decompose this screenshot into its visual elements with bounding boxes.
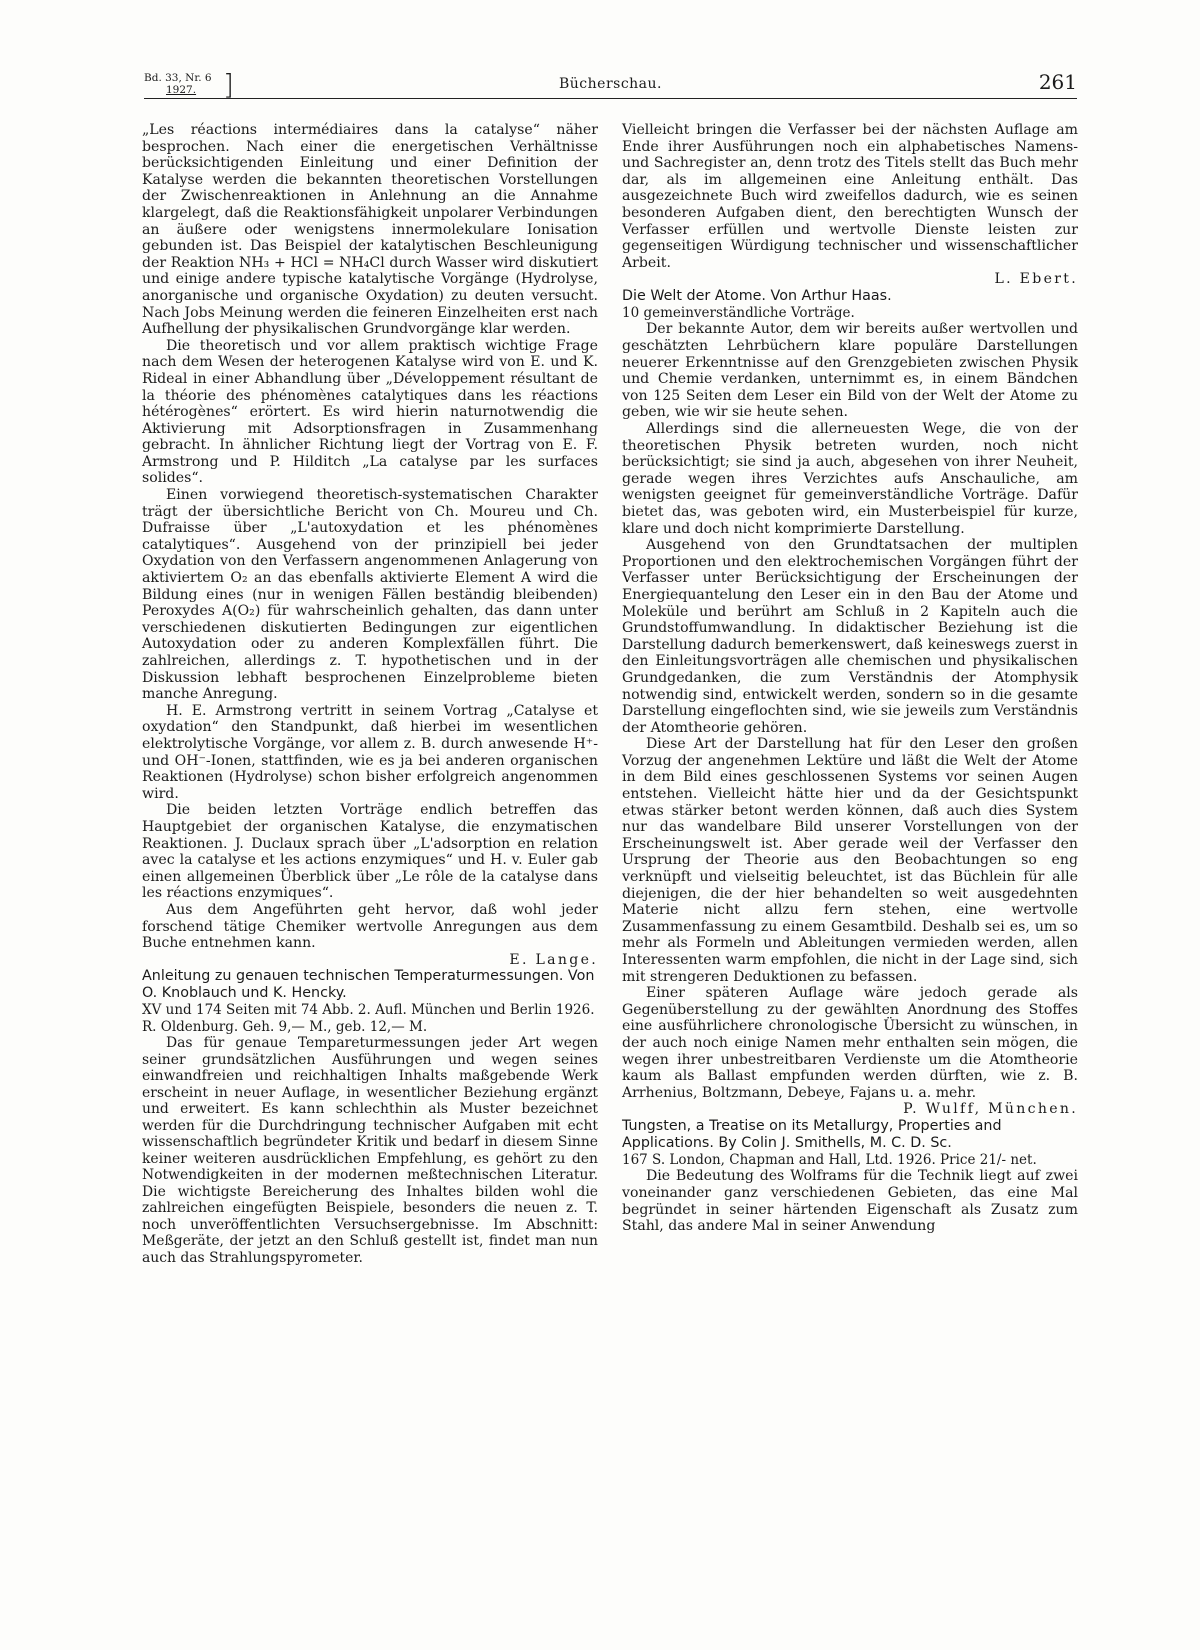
review3-paragraph-5: Einer späteren Auflage wäre jedoch gerade als Gegenüberstellung zu der gewählten Anordnung des Stoffes eine ausführlichere chronologische Übersicht zu wünschen, in der auch noch einige Namen mehr enthalten sein mögen, die wegen ihrer unbestreitbaren Verdienste um die Atomtheorie kaum als Ballast empfunden werden dürften, wie z. B. Arrhenius, Boltzmann, Debeye, Fajans u. a. mehr. xyxy=(622,985,1078,1101)
review1-signature: E. Lange. xyxy=(509,951,598,968)
review3-paragraph-1: Der bekannte Autor, dem wir bereits außer wertvollen und geschätzten Lehrbüchern klare populäre Darstellungen neuerer Erkenntnisse auf den Grenzgebieten zwischen Physik und Chemie verdanken, unternimmt es, in einem Bändchen von 125 Seiten dem Leser ein Bild von der Welt der Atome zu geben, wie wir sie heute sehen. xyxy=(622,321,1078,421)
volume-number: Bd. 33, Nr. 6 xyxy=(144,72,212,84)
bracket-glyph: ] xyxy=(223,68,234,101)
page-header xyxy=(144,62,1077,100)
volume-year: 1927. xyxy=(166,84,197,96)
review2-heading: Anleitung zu genauen technischen Temperaturmessungen. Von O. Knoblauch und K. Hencky. xyxy=(142,968,595,1002)
right-column xyxy=(622,122,1078,1235)
review1-paragraph-4: H. E. Armstrong vertritt in seinem Vortrag „Catalyse et oxydation“ den Standpunkt, daß hierbei im wesentlichen elektrolytische Vorgänge, vor allem z. B. durch anwesende H⁺- und OH⁻-Ionen, stattfinden, wie es ja bei anderen organischen Reaktionen (Hydrolyse) schon bisher erfolgreich angenommen wird. xyxy=(142,702,598,802)
review2-paragraph: Das für genaue Tempareturmessungen jeder Art wegen seiner grundsätzlichen Ausführungen und wegen seines einwandfreien und reichhaltigen Inhalts maßgebende Werk erscheint in neuer Auflage, in wesentlicher Beziehung ergänzt und erweitert. Es kann schlechthin als Muster bezeichnet werden für die Durchdringung technischer Aufgaben mit echt wissenschaftlich begründeter Kritik und bedarf in diesem Sinne keiner weiteren ausdrücklichen Empfehlung, es gehört zu den Notwendigkeiten in der modernen meßtechnischen Literatur. Die wichtigste Bereicherung des Inhaltes bilden wohl die zahlreichen eingefügten Beispiele, besonders die neuen z. T. noch unveröffentlichten Versuchsergebnisse. Im Abschnitt: Meßgeräte, der jetzt an den Schluß gestellt ist, findet man nun auch das Strahlungspyrometer. xyxy=(142,1035,598,1266)
page-number: 261 xyxy=(1038,70,1077,94)
review1-paragraph-1: „Les réactions intermédiaires dans la catalyse“ näher besprochen. Nach einer die energetischen Verhältnisse berücksichtigenden Einleitung und einer Definition der Katalyse werden die bekannten theoretischen Vorstellungen der Zwischenreaktionen in Anlehnung an die Annahme klargelegt, daß die Reaktionsfähigkeit unpolarer Verbindungen an äußere oder wenigstens innermolekulare Ionisation gebunden ist. Das Beispiel der katalytischen Beschleunigung der Reaktion NH₃ + HCl = NH₄Cl durch Wasser wird diskutiert und einige andere typische katalytische Vorgänge (Hydrolyse, anorganische und organische Oxydation) zu deuten versucht. Nach Jobs Meinung werden die feineren Einzelheiten erst nach Aufhellung der physikalischen Grundvorgänge klar werden. xyxy=(142,122,598,338)
review3-paragraph-2: Allerdings sind die allerneuesten Wege, die von der theoretischen Physik betreten wurden, noch nicht berücksichtigt; sie sind ja auch, abgesehen von ihrer Neuheit, gerade wegen ihres Verzichtes aufs Anschauliche, am wenigsten geeignet für gemeinverständliche Vorträge. Dafür bietet das, was geboten wird, ein Musterbeispiel für kurze, klare und doch nicht komprimierte Darstellung. xyxy=(622,421,1078,537)
review1-paragraph-2: Die theoretisch und vor allem praktisch wichtige Frage nach dem Wesen der heterogenen Katalyse wird von E. und K. Rideal in einer Abhandlung über „Développement résultant de la théorie des phénomènes catalytiques dans les réactions hétérogènes“ erörtert. Es wird hierin naturnotwendig die Aktivierung mit Adsorptionsfragen in Zusammenhang gebracht. In ähnlicher Richtung liegt der Vortrag von E. F. Armstrong und P. Hilditch „La catalyse par les surfaces solides“. xyxy=(142,337,598,487)
review3-meta: 10 gemeinverständliche Vorträge. xyxy=(622,304,855,321)
review3-signature: P. Wulff, München. xyxy=(903,1101,1078,1118)
review3-heading: Die Welt der Atome. Von Arthur Haas. xyxy=(622,287,892,304)
review2-signature: L. Ebert. xyxy=(994,271,1078,288)
review1-paragraph-5: Die beiden letzten Vorträge endlich betreffen das Hauptgebiet der organischen Katalyse, die enzymatischen Reaktionen. J. Duclaux sprach über „L'adsorption en relation avec la catalyse et les actions enzymiques“ und H. v. Euler gab einen allgemeinen Überblick über „Le rôle de la catalyse dans les réactions enzymiques“. xyxy=(142,802,598,902)
review3-paragraph-4: Diese Art der Darstellung hat für den Leser den großen Vorzug der angenehmen Lektüre und läßt die Welt der Atome in dem Bild eines geschlossenen Systems vor seinen Augen entstehen. Vielleicht hätte hier und da der Gesichtspunkt etwas stärker betont werden können, daß auch dies System nur das wandelbare Bild unserer Vorstellungen von der Erscheinungswelt ist. Aber gerade weil der Verfasser den Ursprung der Theorie aus den Beobachtungen so eng verknüpft und vielseitig beleuchtet, ist das Büchlein für alle diejenigen, die der hier behandelten so weit ausgedehnten Materie nicht allzu fern stehen, eine wertvolle Zusammenfassung zu einem Gesamtbild. Deshalb sei es, um so mehr als Formeln und Ableitungen vermieden werden, allen Interessenten warm empfohlen, die nicht in der Lage sind, sich mit strengeren Deduktionen zu befassen. xyxy=(622,736,1078,985)
left-column xyxy=(142,122,598,1266)
review2-continuation: Vielleicht bringen die Verfasser bei der nächsten Auflage am Ende ihrer Ausführungen noch ein alphabetisches Namens- und Sachregister an, denn trotz des Titels stellt das Buch mehr dar, als im allgemeinen eine Anleitung enthält. Das ausgezeichnete Buch wird zweifellos dadurch, wie es seinen besonderen Aufgaben dient, den berechtigten Wunsch der Verfasser erfüllen und wertvolle Dienste leisten zur gegenseitigen Würdigung technischer und wissenschaftlicher Arbeit. xyxy=(622,122,1078,271)
review4-paragraph: Die Bedeutung des Wolframs für die Technik liegt auf zwei voneinander ganz verschiedenen Gebieten, das eine Mal begründet in seiner härtenden Eigenschaft als Zusatz zum Stahl, das andere Mal in seiner Anwendung xyxy=(622,1168,1078,1235)
review1-paragraph-3: Einen vorwiegend theoretisch-systematischen Charakter trägt der übersichtliche Bericht von Ch. Moureu und Ch. Dufraisse über „L'autoxydation et les phénomènes catalytiques“. Ausgehend von der prinzipiell bei jeder Oxydation von den Verfassern angenommenen Anlagerung von aktiviertem O₂ an das ebenfalls aktivierte Element A wird die Bildung eines (nur in wenigen Fällen beständig bleibenden) Peroxydes A(O₂) für wahrscheinlich gehalten, das dann unter verschiedenen diskutierten Bedingungen zur eigentlichen Autoxydation oder zu anderen Komplexfällen führt. Die zahlreichen, allerdings z. T. hypothetischen und in der Diskussion lebhaft besprochenen Einzelprobleme bieten manche Anregung. xyxy=(142,487,598,703)
review4-meta: 167 S. London, Chapman and Hall, Ltd. 1926. Price 21/- net. xyxy=(622,1151,1037,1168)
review3-paragraph-3: Ausgehend von den Grundtatsachen der multiplen Proportionen und den elektrochemischen Vorgängen führt der Verfasser unter Berücksichtigung der Erscheinungen der Energiequantelung den Leser ein in den Bau der Atome und Moleküle und berührt am Schluß in 2 Kapiteln auch die Grundstoffumwandlung. In didaktischer Beziehung ist die Darstellung dadurch bemerkenswert, daß keineswegs zuerst in den Einleitungsvorträgen alle chemischen und physikalischen Grundgedanken, die zum Verständnis der Atomphysik notwendig sind, entwickelt werden, sondern so in die gesamte Darstellung eingeflochten sind, wie sie jeweils zum Verständnis der Atomtheorie gehören. xyxy=(622,537,1078,736)
header-rule xyxy=(144,98,1077,99)
review1-paragraph-6: Aus dem Angeführten geht hervor, daß wohl jeder forschend tätige Chemiker wertvolle Anregungen aus dem Buche entnehmen kann. xyxy=(142,901,598,952)
section-title: Bücherschau. xyxy=(559,76,662,92)
review2-meta: XV und 174 Seiten mit 74 Abb. 2. Aufl. München und Berlin 1926. R. Oldenburg. Geh. 9,— M., geb. 12,— M. xyxy=(142,1002,595,1035)
review4-heading: Tungsten, a Treatise on its Metallurgy, Properties and Applications. By Colin J. Smithells, M. C. D. Sc. xyxy=(622,1117,1002,1151)
